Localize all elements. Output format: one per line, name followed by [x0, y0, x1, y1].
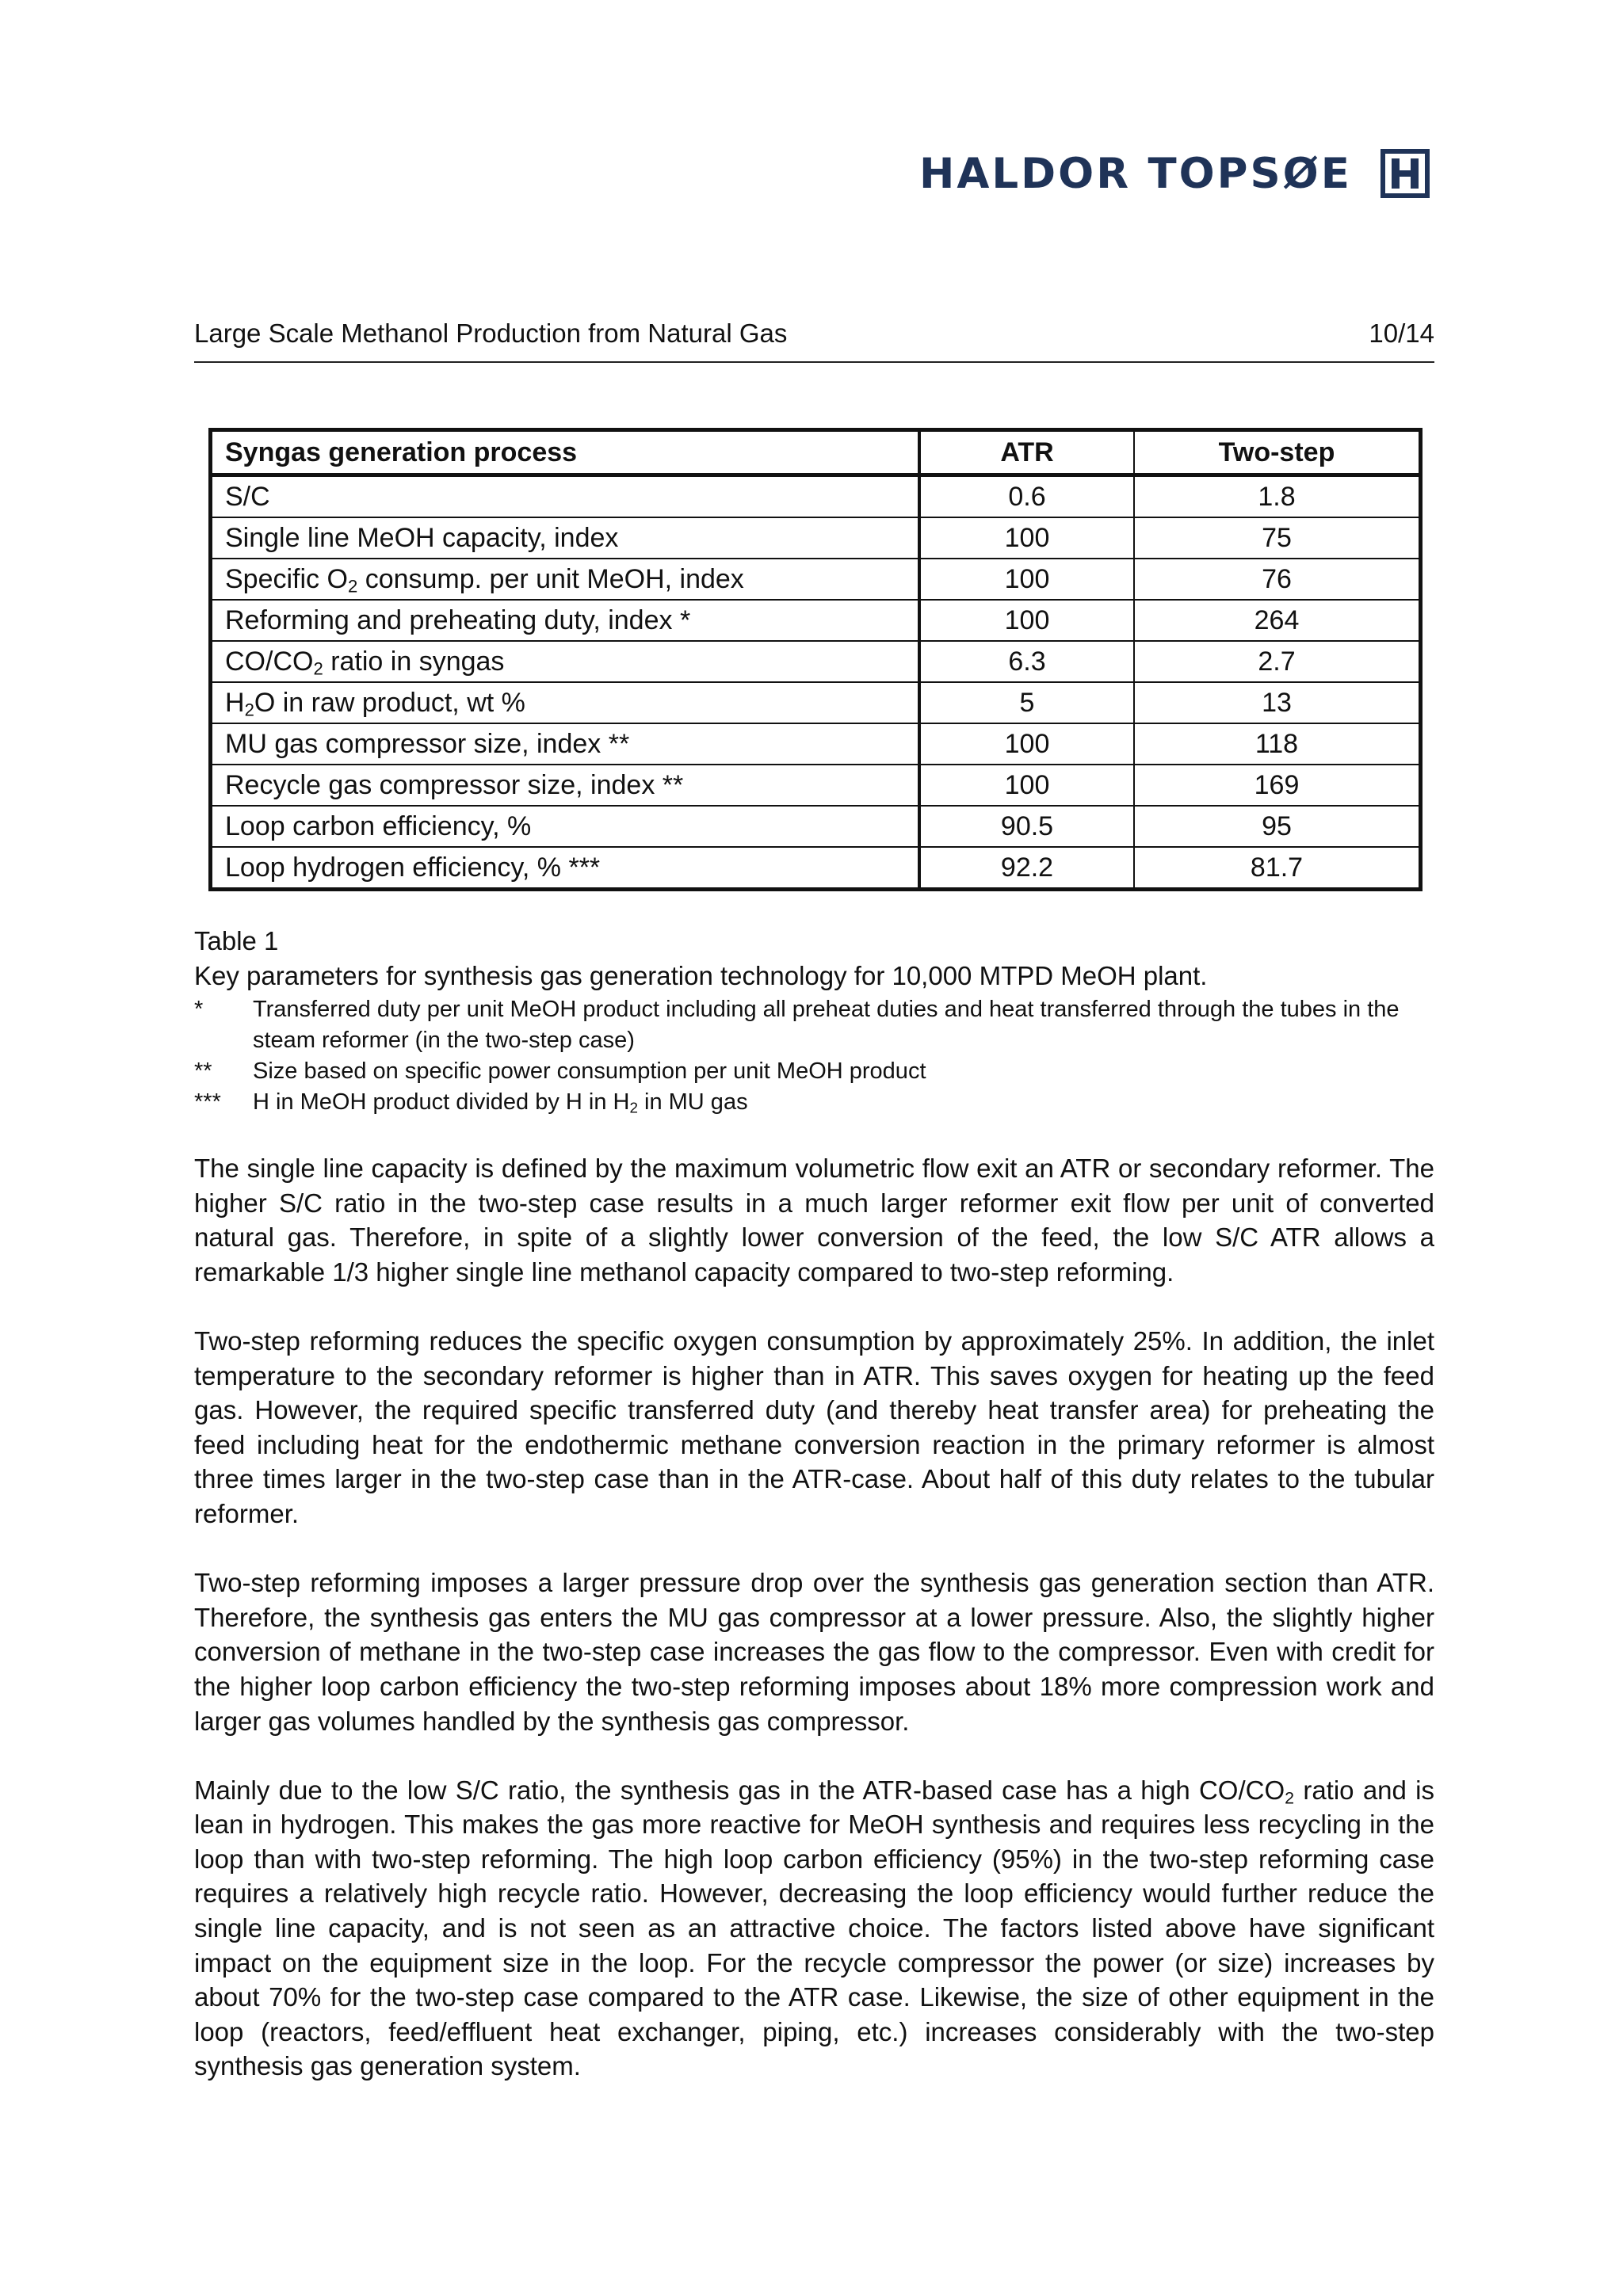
two-step-value: 2.7: [1134, 641, 1421, 682]
row-label: Recycle gas compressor size, index **: [211, 765, 920, 806]
paragraph: Mainly due to the low S/C ratio, the synthesis gas in the ATR-based case has a high $CO/CO_2$ ratio and is lean in hydrogen. This makes the gas more reactive for MeOH synthesis and requires less recycling in the loop than with two-step reforming. The high loop carbon efficiency (95%) in the two-step reforming case requires a relatively high recycle ratio. However, decreasing the loop efficiency would further reduce the single line capacity, and is not seen as an attractive choice. The factors listed above have significant impact on the equipment size in the loop. For the recycle compressor the power (or size) increases by about 70% for the two-step case compared to the ATR case. Likewise, the size of other equipment in the loop (reactors, feed/effluent heat exchanger, piping, etc.) increases considerably with the two-step synthesis gas generation system.: [194, 1775, 1434, 2081]
two-step-value: 13: [1134, 682, 1421, 723]
table-caption: [194, 924, 1434, 994]
column-header: Two-step: [1134, 430, 1421, 475]
key-parameters-table: [208, 428, 1423, 891]
two-step-value: 81.7: [1134, 847, 1421, 890]
table-row: [211, 765, 1421, 806]
table-row: [211, 559, 1421, 600]
footnote: [194, 1087, 1434, 1118]
footnote-mark: **: [194, 1058, 212, 1084]
atr-value: 6.3: [919, 641, 1134, 682]
two-step-value: 118: [1134, 723, 1421, 765]
row-label: Loop hydrogen efficiency, % ***: [211, 847, 920, 890]
atr-value: 0.6: [919, 475, 1134, 518]
two-step-value: 264: [1134, 600, 1421, 641]
atr-value: 100: [919, 723, 1134, 765]
two-step-value: 169: [1134, 765, 1421, 806]
paragraph: Two-step reforming reduces the specific oxygen consumption by approximately 25%. In addition, the inlet temperature to the secondary reformer is higher than in ATR. This saves oxygen for heating up the feed gas. However, the required specific transferred duty (and thereby heat transfer area) for preheating the feed including heat for the endothermic methane conversion reaction in the primary reformer is almost three times larger in the two-step case than in the ATR-case. About half of this duty relates to the tubular reformer.: [194, 1325, 1434, 1528]
footnote: [194, 1056, 1434, 1087]
row-label: Single line MeOH capacity, index: [211, 517, 920, 559]
footnote-text: Size based on specific power consumption per unit MeOH product: [253, 1058, 926, 1084]
footnote: [194, 994, 1434, 1056]
company-logo: [919, 147, 1430, 200]
table-row: [211, 847, 1421, 890]
table-row: [211, 641, 1421, 682]
table-row: [211, 682, 1421, 723]
page-number: 10/14: [1369, 318, 1434, 348]
atr-value: 5: [919, 682, 1134, 723]
table-caption-label: Table 1: [194, 926, 279, 955]
table-row: [211, 475, 1421, 518]
two-step-value: 76: [1134, 559, 1421, 600]
row-label: $CO/CO_2$ ratio in syngas: [211, 641, 920, 682]
row-label: S/C: [211, 475, 920, 518]
two-step-value: 1.8: [1134, 475, 1421, 518]
atr-value: 100: [919, 765, 1134, 806]
atr-value: 90.5: [919, 806, 1134, 847]
paragraph: Two-step reforming imposes a larger pressure drop over the synthesis gas generation section than ATR. Therefore, the synthesis gas enters the MU gas compressor at a lower pressure. Also, the slightly higher conversion of methane in the two-step case increases the gas flow to the compressor. Even with credit for the higher loop carbon efficiency the two-step reforming imposes about 18% more compression work and larger gas volumes handled by the synthesis gas compressor.: [194, 1568, 1434, 1736]
page-header: [194, 314, 1434, 363]
column-header: ATR: [919, 430, 1134, 475]
column-header: Syngas generation process: [211, 430, 920, 475]
table-row: [211, 723, 1421, 765]
two-step-value: 95: [1134, 806, 1421, 847]
footnote-mark: *: [194, 997, 204, 1022]
row-label: Specific $O_2$ consump. per unit MeOH, index: [211, 559, 920, 600]
row-label: Reforming and preheating duty, index *: [211, 600, 920, 641]
body-text: [194, 1151, 1434, 2119]
row-label: Loop carbon efficiency, %: [211, 806, 920, 847]
paragraph: The single line capacity is defined by the maximum volumetric flow exit an ATR or secondary reformer. The higher S/C ratio in the two-step case results in a much larger reformer exit flow per unit of converted natural gas. Therefore, in spite of a slightly lower conversion of the feed, the low S/C ATR allows a remarkable 1/3 higher single line methanol capacity compared to two-step reforming.: [194, 1154, 1434, 1287]
row-label: $H_2O$ in raw product, wt %: [211, 682, 920, 723]
atr-value: 100: [919, 517, 1134, 559]
footnote-text: H in MeOH product divided by H in $H_2$ in MU gas: [253, 1089, 748, 1116]
table-row: [211, 517, 1421, 559]
footnote-text: Transferred duty per unit MeOH product including all preheat duties and heat transferred through the tubes in the steam reformer (in the two-step case): [253, 997, 1400, 1053]
table-header-row: [211, 430, 1421, 475]
row-label: MU gas compressor size, index **: [211, 723, 920, 765]
table-row: [211, 806, 1421, 847]
table-row: [211, 600, 1421, 641]
atr-value: 92.2: [919, 847, 1134, 890]
table-footnotes: [194, 994, 1434, 1118]
company-logo-text: HALDOR TOPSØE: [919, 149, 1352, 198]
atr-value: 100: [919, 559, 1134, 600]
atr-value: 100: [919, 600, 1134, 641]
two-step-value: 75: [1134, 517, 1421, 559]
table-caption-text: Key parameters for synthesis gas generation technology for 10,000 MTPD MeOH plant.: [194, 961, 1208, 990]
footnote-mark: ***: [194, 1089, 221, 1115]
logo-h-icon: [1381, 149, 1430, 198]
document-title: Large Scale Methanol Production from Natural Gas: [194, 318, 788, 348]
